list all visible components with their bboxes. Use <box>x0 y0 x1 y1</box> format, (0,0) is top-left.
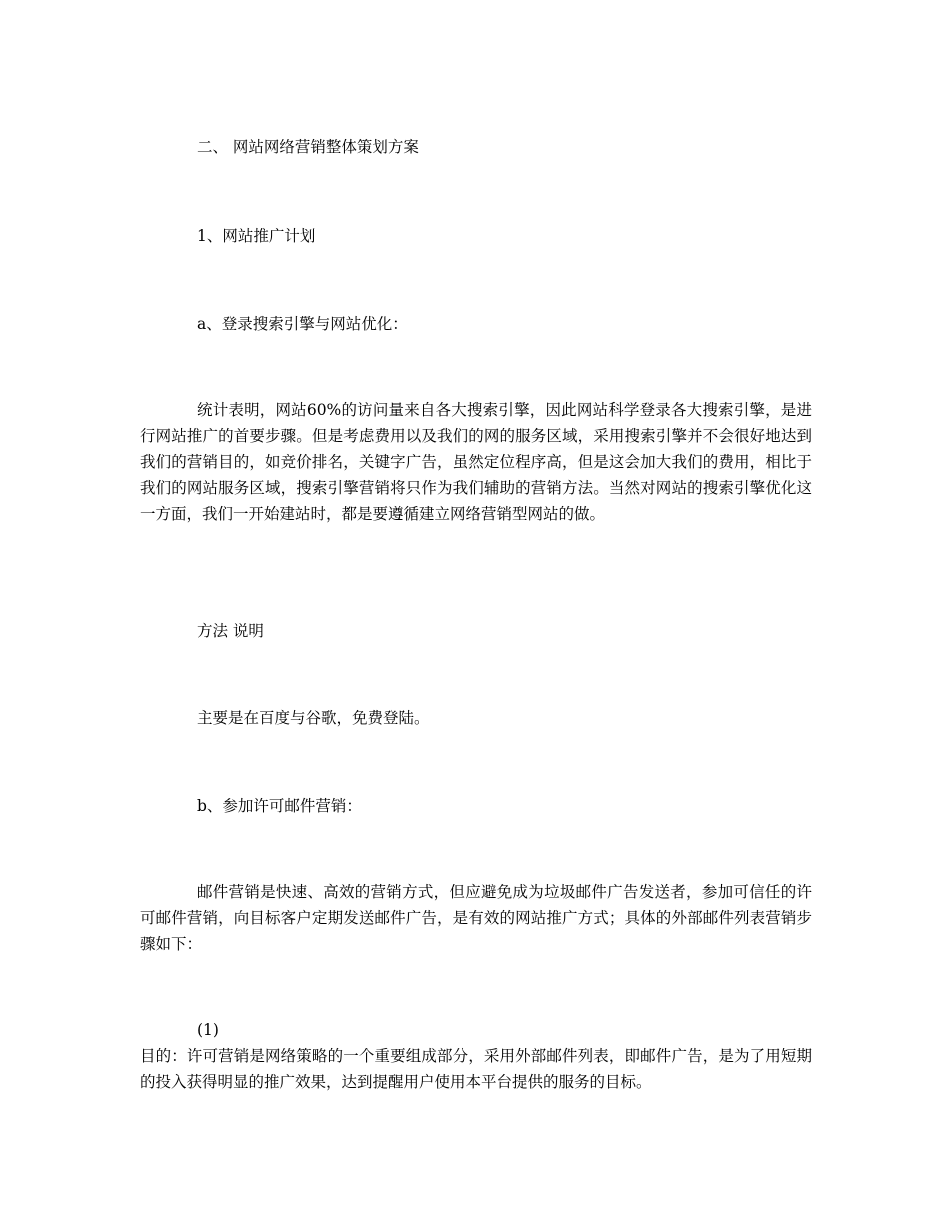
item-number: (1) <box>197 1021 219 1039</box>
stats-paragraph: 统计表明，网站60%的访问量来自各大搜索引擎，因此网站科学登录各大搜索引擎，是进行网站推广的首要步骤。但是考虑费用以及我们的网的服务区域，采用搜索引擎并不会很好地达到我们的营销目的，如竞价排名，关键字广告，虽然定位程序高，但是这会加大我们的费用，相比于我们的网站服务区域，搜索引擎营销将只作为我们辅助的营销方法。当然对网站的搜索引擎优化这一方面，我们一开始建站时，都是要遵循建立网络营销型网站的做。 <box>140 401 812 523</box>
goal-paragraph: 目的：许可营销是网络策略的一个重要组成部分，采用外部邮件列表，即邮件广告，是为了用短期的投入获得明显的推广效果，达到提醒用户使用本平台提供的服务的目标。 <box>140 1047 812 1091</box>
method-description: 主要是在百度与谷歌，免费登陆。 <box>197 709 430 727</box>
plan-heading: 1、网站推广计划 <box>197 227 316 245</box>
subsection-b-heading: b、参加许可邮件营销： <box>197 797 362 815</box>
section-heading: 二、 网站网络营销整体策划方案 <box>197 138 419 156</box>
subsection-a-heading: a、登录搜索引擎与网站优化： <box>197 315 408 333</box>
method-label: 方法 说明 <box>197 622 264 640</box>
email-paragraph: 邮件营销是快速、高效的营销方式，但应避免成为垃圾邮件广告发送者，参加可信任的许可邮件营销，向目标客户定期发送邮件广告，是有效的网站推广方式；具体的外部邮件列表营销步骤如下： <box>140 883 812 953</box>
